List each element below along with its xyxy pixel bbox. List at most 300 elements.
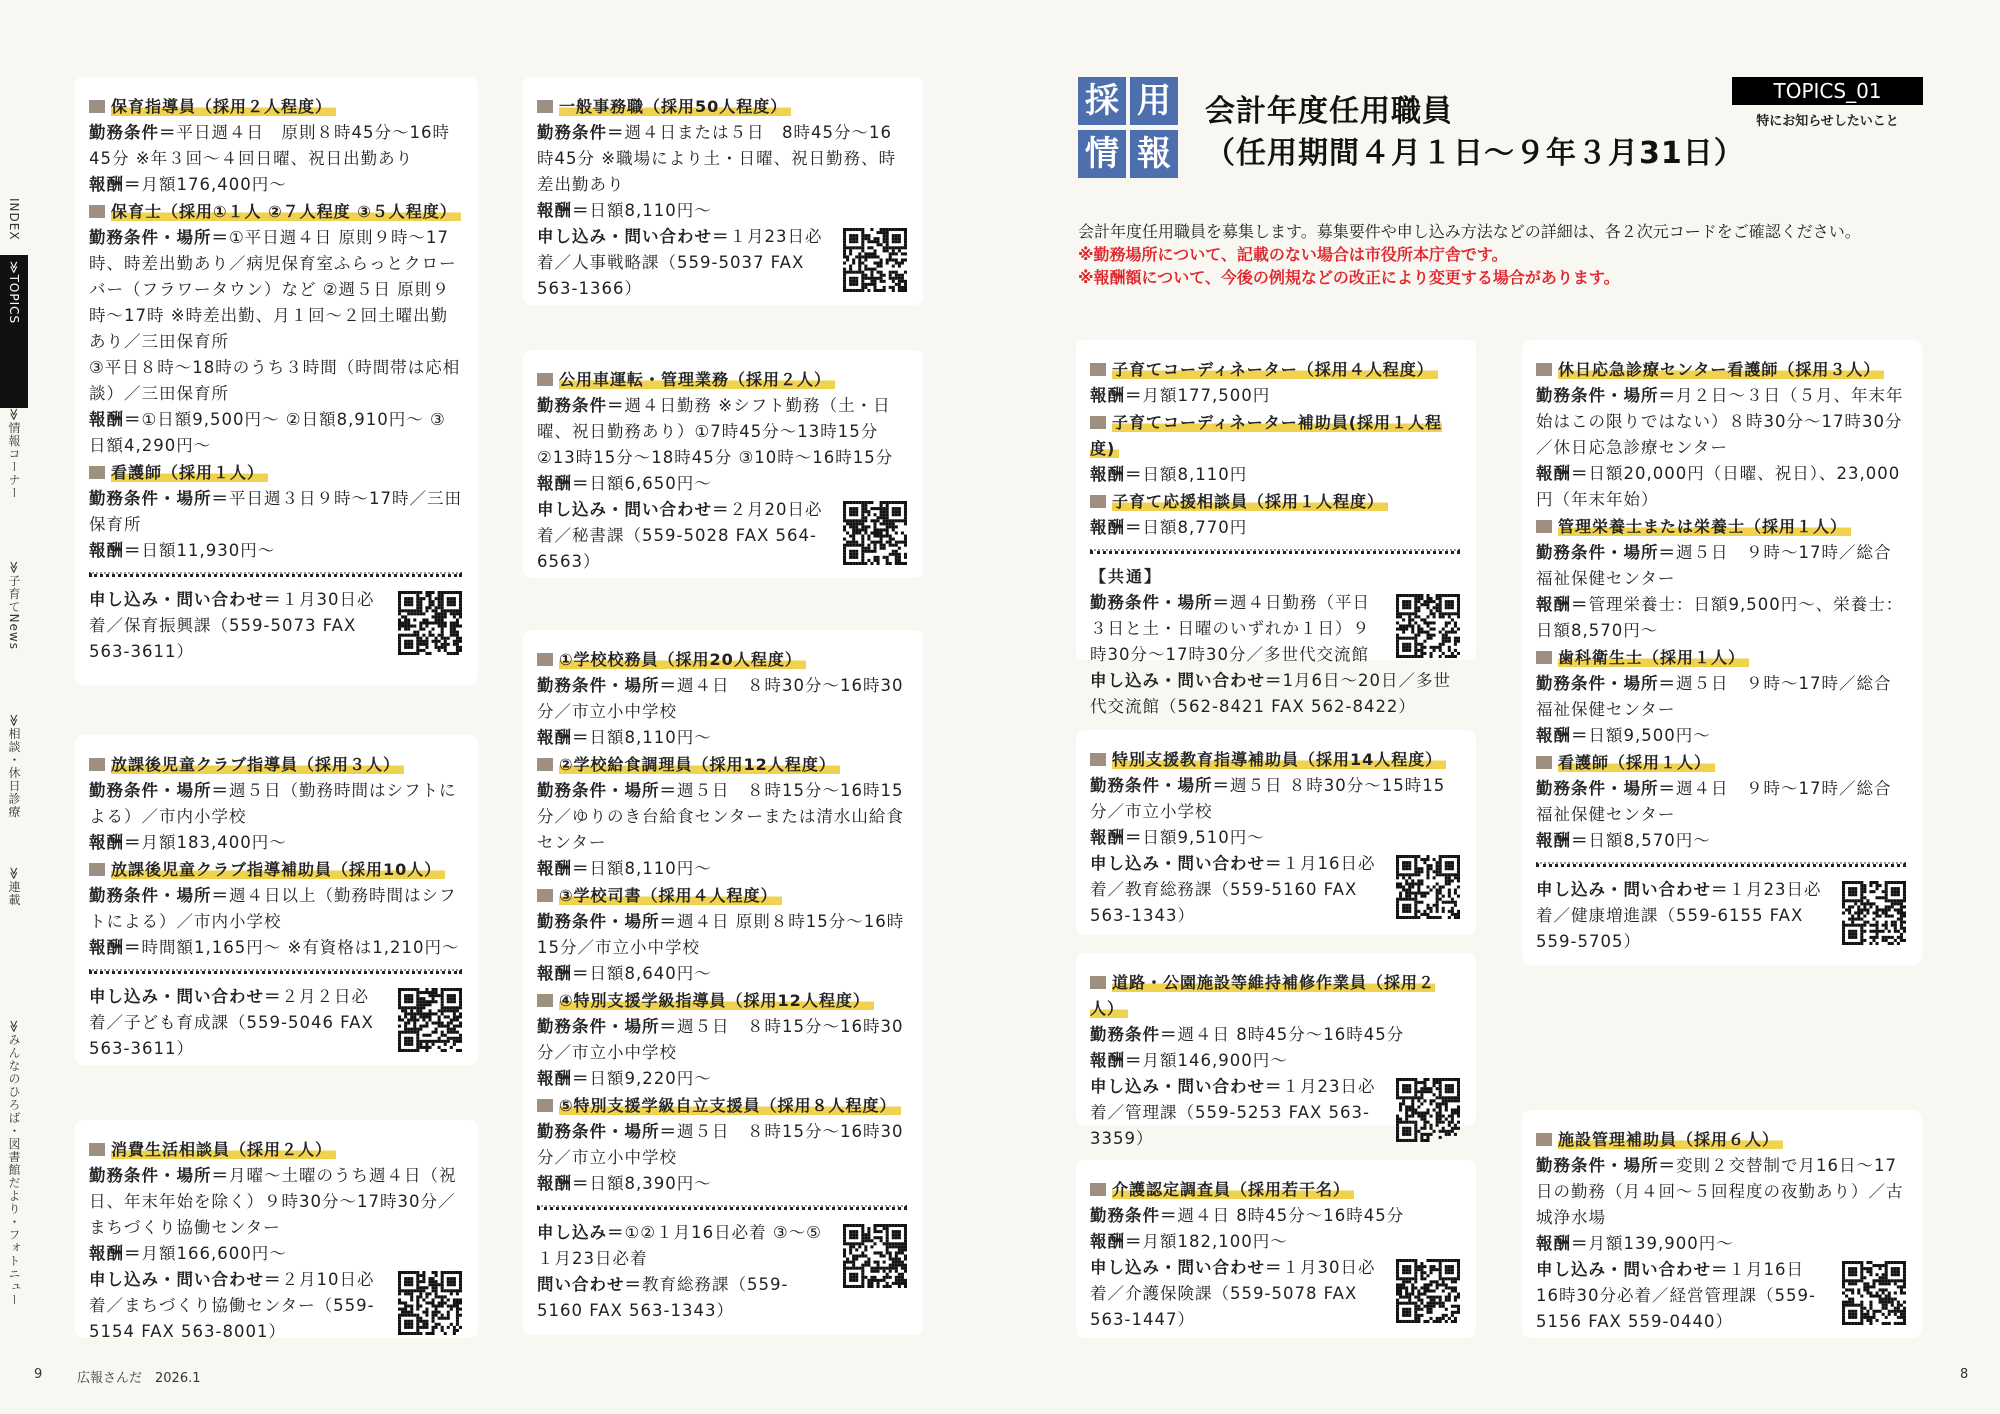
qr-module bbox=[410, 988, 413, 991]
qr-module bbox=[1420, 892, 1423, 895]
qr-module bbox=[1842, 1279, 1845, 1282]
detail-line bbox=[89, 538, 462, 564]
qr-module bbox=[453, 1332, 456, 1335]
badge-char: 用 bbox=[1130, 77, 1178, 125]
qr-module bbox=[1396, 655, 1399, 658]
qr-module bbox=[1396, 1127, 1399, 1130]
qr-module bbox=[1420, 1271, 1423, 1274]
qr-module bbox=[1396, 1087, 1399, 1090]
qr-module bbox=[1445, 634, 1448, 637]
qr-module bbox=[1879, 1267, 1882, 1270]
qr-module bbox=[447, 1031, 450, 1034]
qr-module bbox=[441, 1326, 444, 1329]
qr-module bbox=[416, 1031, 419, 1034]
qr-module bbox=[456, 1323, 459, 1326]
qr-module bbox=[843, 1264, 846, 1267]
qr-module bbox=[438, 621, 441, 624]
qr-module bbox=[1396, 646, 1399, 649]
qr-module bbox=[1408, 916, 1411, 919]
qr-module bbox=[864, 1245, 867, 1248]
qr-module bbox=[1423, 1124, 1426, 1127]
qr-module bbox=[432, 1332, 435, 1335]
qr-module bbox=[1405, 624, 1408, 627]
qr-module bbox=[1903, 930, 1906, 933]
qr-module bbox=[877, 531, 880, 534]
qr-module bbox=[410, 1332, 413, 1335]
qr-module bbox=[1426, 597, 1429, 600]
qr-module bbox=[441, 1317, 444, 1320]
qr-module bbox=[1451, 628, 1454, 631]
qr-module bbox=[1396, 1090, 1399, 1093]
qr-module bbox=[870, 283, 873, 286]
qr-module bbox=[867, 1279, 870, 1282]
qr-module bbox=[456, 1289, 459, 1292]
qr-module bbox=[1402, 904, 1405, 907]
qr-module bbox=[864, 507, 867, 510]
job-title: 消費生活相談員（採用２人） bbox=[111, 1140, 336, 1159]
qr-module bbox=[1894, 1279, 1897, 1282]
qr-module bbox=[1866, 1313, 1869, 1316]
qr-module bbox=[1888, 1322, 1891, 1325]
qr-module bbox=[398, 988, 401, 991]
qr-module bbox=[1423, 1084, 1426, 1087]
detail-label: 申し込み・問い合わせ＝ bbox=[1536, 880, 1729, 899]
badge-char: 採 bbox=[1078, 77, 1126, 125]
qr-module bbox=[1396, 1259, 1399, 1262]
qr-module bbox=[1405, 1302, 1408, 1305]
qr-module bbox=[843, 249, 846, 252]
qr-module bbox=[1439, 594, 1442, 597]
qr-module bbox=[441, 637, 444, 640]
qr-module bbox=[1842, 939, 1845, 942]
qr-module bbox=[1402, 855, 1405, 858]
qr-module bbox=[895, 1242, 898, 1245]
qr-module bbox=[1442, 628, 1445, 631]
qr-module bbox=[904, 231, 907, 234]
qr-module bbox=[1408, 867, 1411, 870]
qr-module bbox=[447, 1311, 450, 1314]
qr-module bbox=[849, 541, 852, 544]
qr-module bbox=[1405, 1286, 1408, 1289]
qr-module bbox=[849, 1242, 852, 1245]
qr-module bbox=[1414, 606, 1417, 609]
qr-module bbox=[1402, 649, 1405, 652]
qr-module bbox=[895, 1236, 898, 1239]
detail-line bbox=[537, 961, 907, 987]
qr-module bbox=[1891, 936, 1894, 939]
detail-value: １月23日必着／人事戦略課（559-5037 FAX 563-1366） bbox=[537, 227, 823, 298]
side-index-item[interactable]: ≫みんなのひろば・図書館だより・フォトニュー bbox=[7, 1020, 21, 1307]
qr-module bbox=[1869, 902, 1872, 905]
qr-module bbox=[1854, 1270, 1857, 1273]
qr-module bbox=[873, 541, 876, 544]
qr-module bbox=[416, 1006, 419, 1009]
qr-module bbox=[1436, 907, 1439, 910]
qr-module bbox=[456, 646, 459, 649]
qr-module bbox=[435, 609, 438, 612]
qr-module bbox=[852, 501, 855, 504]
qr-module bbox=[1885, 1288, 1888, 1291]
qr-module bbox=[413, 1015, 416, 1018]
qr-module bbox=[855, 289, 858, 292]
qr-module bbox=[1442, 634, 1445, 637]
qr-module bbox=[898, 507, 901, 510]
job-card bbox=[1076, 340, 1476, 716]
qr-module bbox=[441, 1034, 444, 1037]
qr-module bbox=[1860, 930, 1863, 933]
qr-module bbox=[880, 504, 883, 507]
qr-module bbox=[425, 1034, 428, 1037]
qr-module bbox=[416, 1271, 419, 1274]
qr-module bbox=[1408, 606, 1411, 609]
qr-module bbox=[453, 591, 456, 594]
qr-module bbox=[1396, 1130, 1399, 1133]
qr-module bbox=[1439, 1305, 1442, 1308]
qr-module bbox=[1900, 1304, 1903, 1307]
qr-module bbox=[901, 277, 904, 280]
qr-module bbox=[1842, 887, 1845, 890]
qr-module bbox=[898, 1245, 901, 1248]
detail-value: 平日週４日 原則８時45分～16時45分 ※年３回～４回日曜、祝日出勤あり bbox=[89, 123, 450, 168]
qr-module bbox=[1436, 870, 1439, 873]
qr-module bbox=[401, 1332, 404, 1335]
qr-module bbox=[398, 1034, 401, 1037]
qr-module bbox=[416, 612, 419, 615]
qr-module bbox=[1842, 1285, 1845, 1288]
side-index-item[interactable]: ≫TOPICS bbox=[0, 255, 28, 408]
qr-module bbox=[904, 513, 907, 516]
qr-module bbox=[1420, 895, 1423, 898]
qr-module bbox=[849, 1245, 852, 1248]
detail-line bbox=[537, 1220, 827, 1272]
qr-module bbox=[1457, 855, 1460, 858]
job-title: ④特別支援学級指導員（採用12人程度） bbox=[559, 991, 874, 1010]
qr-module bbox=[861, 1264, 864, 1267]
qr-module bbox=[432, 1022, 435, 1025]
qr-module bbox=[1848, 1322, 1851, 1325]
qr-module bbox=[877, 1236, 880, 1239]
detail-line bbox=[537, 909, 907, 961]
qr-module bbox=[892, 1233, 895, 1236]
qr-module bbox=[459, 612, 462, 615]
qr-module bbox=[1445, 855, 1448, 858]
qr-module bbox=[1851, 890, 1854, 893]
qr-module bbox=[459, 1289, 462, 1292]
qr-module bbox=[1399, 1096, 1402, 1099]
qr-module bbox=[1402, 1087, 1405, 1090]
qr-module bbox=[861, 255, 864, 258]
qr-module bbox=[861, 525, 864, 528]
qr-module bbox=[1869, 1307, 1872, 1310]
qr-module bbox=[1408, 1130, 1411, 1133]
qr-module bbox=[1396, 628, 1399, 631]
qr-module bbox=[1408, 889, 1411, 892]
qr-module bbox=[1879, 884, 1882, 887]
qr-module bbox=[1402, 600, 1405, 603]
qr-module bbox=[855, 1248, 858, 1251]
qr-module bbox=[1442, 1096, 1445, 1099]
qr-module bbox=[1430, 1296, 1433, 1299]
qr-module bbox=[861, 541, 864, 544]
qr-module bbox=[1430, 652, 1433, 655]
qr-module bbox=[398, 1326, 401, 1329]
qr-module bbox=[1420, 1115, 1423, 1118]
contact-section bbox=[1090, 851, 1460, 929]
qr-module bbox=[1408, 655, 1411, 658]
qr-module bbox=[892, 538, 895, 541]
qr-module bbox=[889, 252, 892, 255]
qr-module bbox=[1402, 864, 1405, 867]
qr-module bbox=[1851, 899, 1854, 902]
qr-module bbox=[1869, 1295, 1872, 1298]
qr-module bbox=[1457, 1078, 1460, 1081]
qr-module bbox=[416, 649, 419, 652]
qr-module bbox=[432, 1283, 435, 1286]
qr-module bbox=[852, 531, 855, 534]
side-index-item[interactable]: ≫情報コーナー bbox=[7, 408, 21, 500]
qr-module bbox=[864, 265, 867, 268]
qr-module bbox=[1882, 1276, 1885, 1279]
qr-module bbox=[1430, 628, 1433, 631]
qr-module bbox=[1876, 908, 1879, 911]
qr-module bbox=[886, 240, 889, 243]
qr-module bbox=[1402, 873, 1405, 876]
detail-line bbox=[1536, 877, 1826, 955]
qr-module bbox=[880, 274, 883, 277]
qr-module bbox=[425, 643, 428, 646]
qr-module bbox=[1872, 1316, 1875, 1319]
qr-module bbox=[410, 1009, 413, 1012]
qr-module bbox=[1457, 1099, 1460, 1102]
qr-module bbox=[441, 591, 444, 594]
qr-module bbox=[422, 1286, 425, 1289]
qr-module bbox=[1869, 930, 1872, 933]
qr-module bbox=[459, 615, 462, 618]
qr-module bbox=[410, 1040, 413, 1043]
detail-label: 報酬＝ bbox=[537, 964, 590, 983]
qr-module bbox=[1900, 911, 1903, 914]
qr-module bbox=[432, 1000, 435, 1003]
qr-module bbox=[889, 553, 892, 556]
qr-module bbox=[1445, 1087, 1448, 1090]
job-title: 放課後児童クラブ指導補助員（採用10人） bbox=[111, 860, 445, 879]
qr-module bbox=[1842, 1276, 1845, 1279]
qr-module bbox=[1420, 913, 1423, 916]
qr-module bbox=[1408, 1293, 1411, 1296]
qr-module bbox=[1414, 1305, 1417, 1308]
qr-module bbox=[456, 591, 459, 594]
detail-label: 申し込み・問い合わせ＝ bbox=[1090, 854, 1283, 873]
qr-module bbox=[855, 562, 858, 565]
qr-module bbox=[1445, 1296, 1448, 1299]
qr-module bbox=[870, 280, 873, 283]
qr-module bbox=[1402, 1302, 1405, 1305]
qr-module bbox=[858, 255, 861, 258]
qr-module bbox=[1448, 1293, 1451, 1296]
qr-module bbox=[886, 237, 889, 240]
side-index-item[interactable]: ≫子育てNews bbox=[7, 561, 21, 650]
qr-module bbox=[401, 634, 404, 637]
qr-module bbox=[1451, 612, 1454, 615]
qr-module bbox=[1457, 895, 1460, 898]
qr-module bbox=[892, 507, 895, 510]
qr-module bbox=[407, 997, 410, 1000]
qr-module bbox=[1445, 873, 1448, 876]
qr-code-icon bbox=[398, 988, 462, 1052]
qr-module bbox=[459, 1012, 462, 1015]
qr-module bbox=[1423, 618, 1426, 621]
qr-module bbox=[1860, 939, 1863, 942]
qr-module bbox=[1414, 1286, 1417, 1289]
qr-module bbox=[1411, 637, 1414, 640]
qr-module bbox=[459, 1308, 462, 1311]
detail-label: 報酬＝ bbox=[1536, 831, 1589, 850]
qr-module bbox=[904, 1245, 907, 1248]
qr-module bbox=[904, 516, 907, 519]
qr-module bbox=[864, 268, 867, 271]
detail-label: 報酬＝ bbox=[537, 859, 590, 878]
side-index-item[interactable]: ≫連載 bbox=[7, 867, 21, 907]
qr-module bbox=[416, 1009, 419, 1012]
qr-module bbox=[404, 1028, 407, 1031]
detail-line bbox=[537, 224, 827, 302]
qr-module bbox=[858, 265, 861, 268]
qr-module bbox=[892, 280, 895, 283]
qr-module bbox=[404, 609, 407, 612]
square-bullet-icon bbox=[537, 1099, 553, 1112]
detail-label: 勤務条件・場所＝ bbox=[89, 781, 229, 800]
qr-module bbox=[1876, 921, 1879, 924]
qr-module bbox=[456, 634, 459, 637]
qr-module bbox=[1454, 631, 1457, 634]
qr-module bbox=[1882, 1288, 1885, 1291]
qr-module bbox=[1439, 858, 1442, 861]
qr-module bbox=[883, 286, 886, 289]
qr-module bbox=[904, 1236, 907, 1239]
qr-module bbox=[864, 252, 867, 255]
qr-module bbox=[1451, 1268, 1454, 1271]
qr-module bbox=[419, 1332, 422, 1335]
qr-module bbox=[1408, 1084, 1411, 1087]
qr-module bbox=[447, 1000, 450, 1003]
qr-module bbox=[1414, 882, 1417, 885]
qr-module bbox=[1426, 1274, 1429, 1277]
contact-section bbox=[89, 984, 462, 1062]
qr-module bbox=[1426, 1090, 1429, 1093]
qr-module bbox=[867, 538, 870, 541]
qr-module bbox=[904, 1239, 907, 1242]
qr-module bbox=[459, 1034, 462, 1037]
qr-module bbox=[444, 1034, 447, 1037]
qr-module bbox=[1402, 1127, 1405, 1130]
qr-module bbox=[1420, 870, 1423, 873]
qr-module bbox=[1863, 924, 1866, 927]
qr-module bbox=[1897, 1304, 1900, 1307]
qr-module bbox=[849, 240, 852, 243]
qr-module bbox=[441, 991, 444, 994]
qr-module bbox=[855, 553, 858, 556]
job-card bbox=[75, 77, 478, 685]
qr-module bbox=[1442, 652, 1445, 655]
qr-module bbox=[886, 258, 889, 261]
qr-module bbox=[413, 631, 416, 634]
qr-module bbox=[846, 544, 849, 547]
qr-module bbox=[1897, 890, 1900, 893]
qr-module bbox=[1402, 1265, 1405, 1268]
qr-module bbox=[1411, 612, 1414, 615]
qr-module bbox=[1842, 1282, 1845, 1285]
qr-module bbox=[1448, 1259, 1451, 1262]
side-index-item[interactable]: INDEX bbox=[7, 198, 21, 241]
qr-module bbox=[870, 228, 873, 231]
qr-module bbox=[398, 1015, 401, 1018]
qr-module bbox=[1408, 1311, 1411, 1314]
qr-module bbox=[416, 1317, 419, 1320]
qr-module bbox=[410, 1031, 413, 1034]
qr-module bbox=[1405, 628, 1408, 631]
qr-module bbox=[428, 1332, 431, 1335]
qr-module bbox=[1863, 890, 1866, 893]
qr-module bbox=[904, 258, 907, 261]
qr-module bbox=[419, 1286, 422, 1289]
qr-module bbox=[407, 1271, 410, 1274]
qr-module bbox=[1882, 890, 1885, 893]
qr-module bbox=[1439, 892, 1442, 895]
qr-module bbox=[858, 268, 861, 271]
detail-line bbox=[89, 1241, 462, 1267]
qr-module bbox=[1423, 631, 1426, 634]
qr-module bbox=[1414, 873, 1417, 876]
qr-module bbox=[904, 1270, 907, 1273]
qr-module bbox=[1845, 899, 1848, 902]
qr-module bbox=[456, 1031, 459, 1034]
qr-module bbox=[849, 562, 852, 565]
qr-module bbox=[889, 228, 892, 231]
qr-module bbox=[858, 246, 861, 249]
qr-module bbox=[877, 1264, 880, 1267]
qr-module bbox=[459, 597, 462, 600]
qr-module bbox=[1445, 612, 1448, 615]
qr-module bbox=[1396, 1096, 1399, 1099]
qr-module bbox=[428, 603, 431, 606]
qr-module bbox=[843, 516, 846, 519]
qr-module bbox=[1451, 1259, 1454, 1262]
qr-module bbox=[849, 237, 852, 240]
qr-module bbox=[444, 1271, 447, 1274]
qr-module bbox=[1402, 1121, 1405, 1124]
qr-module bbox=[843, 1239, 846, 1242]
qr-module bbox=[1860, 1310, 1863, 1313]
qr-module bbox=[447, 600, 450, 603]
qr-module bbox=[1448, 1317, 1451, 1320]
side-index-item[interactable]: ≫相談・休日診療 bbox=[7, 714, 21, 819]
qr-module bbox=[1396, 1121, 1399, 1124]
qr-module bbox=[432, 1320, 435, 1323]
qr-module bbox=[1402, 603, 1405, 606]
qr-module bbox=[419, 606, 422, 609]
qr-module bbox=[843, 262, 846, 265]
qr-module bbox=[1408, 864, 1411, 867]
qr-module bbox=[441, 1289, 444, 1292]
qr-module bbox=[1402, 1271, 1405, 1274]
qr-module bbox=[1399, 612, 1402, 615]
qr-module bbox=[441, 1006, 444, 1009]
qr-module bbox=[1396, 609, 1399, 612]
qr-module bbox=[898, 280, 901, 283]
qr-module bbox=[1417, 1099, 1420, 1102]
qr-module bbox=[843, 1230, 846, 1233]
qr-module bbox=[877, 237, 880, 240]
